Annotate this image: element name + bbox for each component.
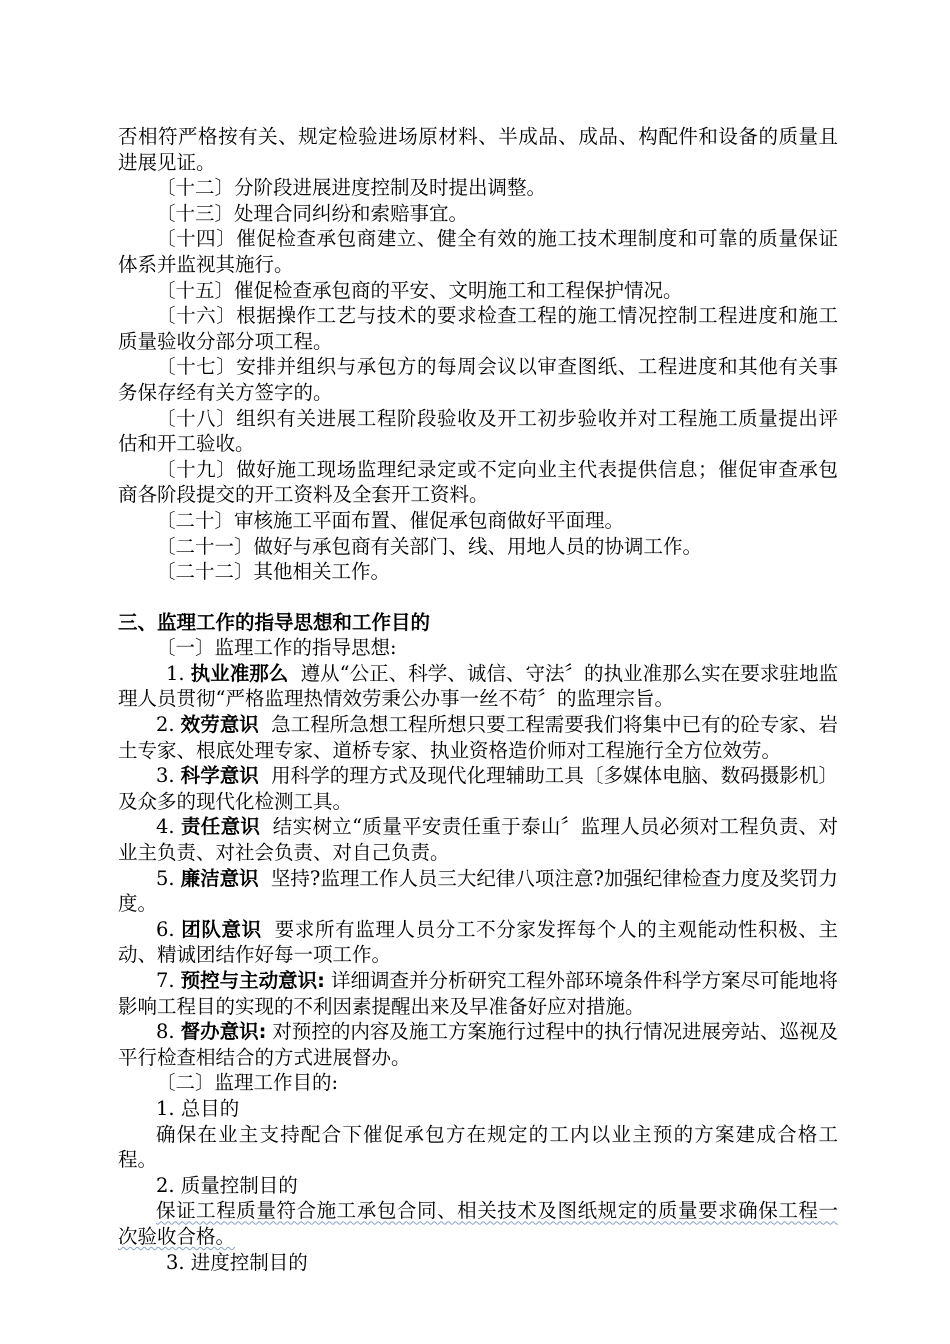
idea-number: 7. <box>156 969 175 992</box>
idea-text: 用科学的理方式及现代化理辅助工具〔多媒体电脑、数码摄影机〕及众多的现代化检测工具。 <box>118 764 838 813</box>
idea-item <box>118 814 838 865</box>
idea-title: 责任意识 <box>180 815 261 839</box>
duty-item-15: 〔十五〕催促检查承包商的平安、文明施工和工程保护情况。 <box>156 278 683 302</box>
idea-title: 科学意识 <box>180 764 259 788</box>
idea-text: 坚持?监理工作人员三大纪律八项注意?加强纪律检查力度及奖罚力度。 <box>118 866 838 916</box>
idea-text: 急工程所急想工程所想只要工程需要我们将集中已有的砼专家、岩土专家、根底处理专家、道桥专家、执业资格造价师对工程施行全方位效劳。 <box>118 713 838 762</box>
duty-item-21: 〔二十一〕做好与承包商有关部门、线、用地人员的协调工作。 <box>156 534 703 558</box>
duty-item-20: 〔二十〕审核施工平面布置、催促承包商做好平面理。 <box>156 508 625 532</box>
goal-text-quality <box>118 1198 838 1249</box>
duty-item-18: 〔十八〕组织有关进展工程阶段验收及开工初步验收并对工程施工质量提出评估和开工验收。 <box>118 406 838 456</box>
idea-title: 执业准那么 <box>190 661 289 685</box>
idea-number: 3. <box>156 764 175 788</box>
idea-text: 详细调查并分析研究工程外部环境条件科学方案尽可能地将影响工程目的实现的不利因素提醒出来及早准备好应对措施。 <box>118 969 838 1018</box>
idea-title: 廉洁意识 <box>180 866 259 890</box>
idea-text: 对预控的内容及施工方案施行过程中的执行情况进展旁站、巡视及平行检查相结合的方式进展督办。 <box>118 1020 838 1069</box>
duty-item-22: 〔二十二〕其他相关工作。 <box>156 560 391 584</box>
idea-item <box>118 661 838 712</box>
duty-item-19: 〔十九〕做好施工现场监理纪录定或不定向业主代表提供信息；催促审查承包商各阶段提交的开工资料及全套开工资料。 <box>118 457 838 507</box>
paragraph-spacer <box>118 585 838 610</box>
goal-title-overall: 1. 总目的 <box>156 1096 240 1120</box>
idea-item <box>118 1019 838 1070</box>
duty-item-16: 〔十六〕根据操作工艺与技术的要求检查工程的施工情况控制工程进度和施工质量验收分部分项工程。 <box>118 304 838 353</box>
idea-title: 督办意识: <box>180 1020 267 1044</box>
subsection-work-goals: 〔二〕监理工作目的: <box>156 1071 339 1095</box>
duty-item-12: 〔十二〕分阶段进展进度控制及时提出调整。 <box>156 176 547 200</box>
goal-text-quality-line1: 保证工程质量符合施工承包合同、相关技术及图纸规定的质量要求确 <box>156 1199 759 1223</box>
duty-item-17: 〔十七〕安排并组织与承包方的每周会议以审查图纸、工程进度和其他有关事务保存经有关方签字的。 <box>118 355 838 404</box>
goal-text-quality-line2: 保工程一次验收合格。 <box>118 1199 838 1248</box>
idea-item <box>118 712 838 763</box>
idea-number: 1. <box>166 661 185 685</box>
idea-number: 8. <box>156 1020 175 1044</box>
duty-item-14: 〔十四〕催促检查承包商建立、健全有效的施工技术理制度和可靠的质量保证体系并监视其施行。 <box>118 227 838 276</box>
idea-number: 4. <box>156 815 175 839</box>
idea-number: 5. <box>156 866 175 890</box>
idea-item <box>118 917 838 968</box>
idea-number: 6. <box>156 917 175 941</box>
section-heading: 三、监理工作的指导思想和工作目的 <box>118 610 431 634</box>
idea-item <box>118 866 838 917</box>
goal-title-schedule: 3. 进度控制目的 <box>166 1250 308 1274</box>
subsection-guiding-ideology: 〔一〕监理工作的指导思想: <box>156 636 397 660</box>
goal-text-overall: 确保在业主支持配合下催促承包方在规定的工内以业主预的方案建成合格工程。 <box>118 1122 838 1172</box>
document-body <box>118 124 838 1275</box>
idea-text: 遵从“公正、科学、诚信、守法〞的执业准那么实在要求驻地监理人员贯彻“严格监理热情效劳秉公办事一丝不苟〞的监理宗旨。 <box>118 661 838 711</box>
paragraph-continuation: 否相符严格按有关、规定检验进场原材料、半成品、成品、构配件和设备的质量且进展见证。 <box>118 125 838 174</box>
idea-text: 要求所有监理人员分工不分家发挥每个人的主观能动性积极、主动、精诚团结作好每一项工作。 <box>118 917 838 967</box>
idea-title: 预控与主动意识: <box>180 969 325 992</box>
idea-item <box>118 968 838 1019</box>
idea-title: 团队意识 <box>180 917 262 941</box>
goal-title-quality: 2. 质量控制目的 <box>156 1173 298 1197</box>
idea-number: 2. <box>156 713 175 737</box>
duty-item-13: 〔十三〕处理合同纠纷和索赔事宜。 <box>156 201 469 225</box>
idea-title: 效劳意识 <box>180 713 259 737</box>
idea-text: 结实树立“质量平安责任重于泰山〞监理人员必须对工程负责、对业主负责、对社会负责、对自己负责。 <box>118 815 838 865</box>
idea-item <box>118 763 838 814</box>
